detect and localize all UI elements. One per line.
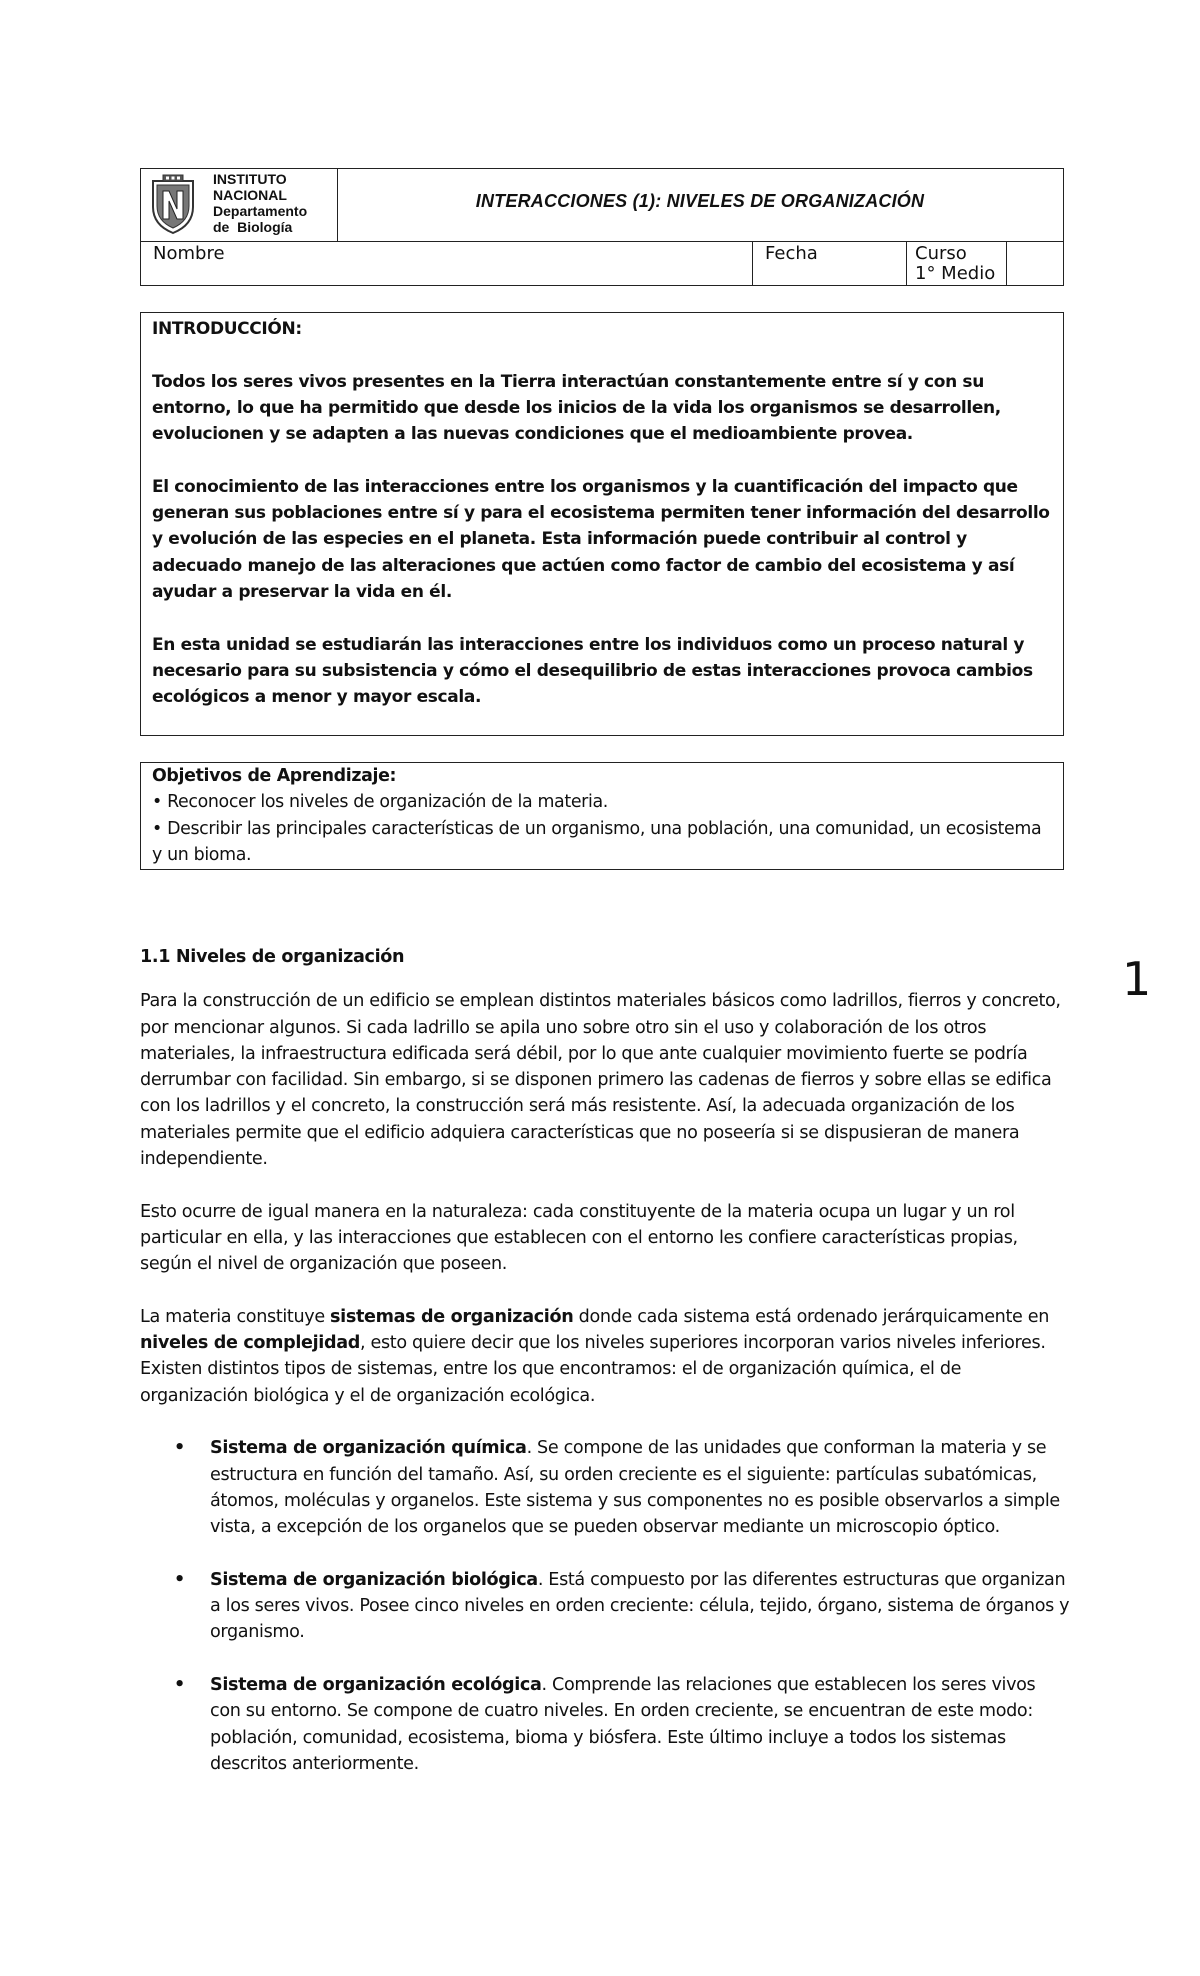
p3-text: donde cada sistema está ordenado jerárquicamente en: [573, 1306, 1050, 1327]
page-number: 1: [1122, 952, 1152, 1006]
introduction-heading: INTRODUCCIÓN:: [152, 319, 302, 339]
p3-text: La materia constituye: [140, 1306, 331, 1327]
section-title: 1.1 Niveles de organización: [140, 947, 405, 967]
blank-field[interactable]: [1007, 241, 1063, 285]
body-paragraph: Esto ocurre de igual manera en la naturaleza: cada constituyente de la materia ocupa un lugar y un rol particular en ella, y las interacciones que establecen con el entorno les confiere características propias, según el nivel de organización que poseen.: [140, 1201, 1018, 1275]
header-table: [140, 168, 1064, 286]
objectives-box: [140, 762, 1064, 870]
header-row-fields: [141, 241, 1063, 285]
list-item-text: . Comprende las relaciones que establecen los seres vivos con su entorno. Se compone de cuatro niveles. En orden creciente, se encuentran de este modo: población, comunidad, ecosistema, bioma y biósfera. Este último incluye a todos los sistemas descritos anteriormente.: [210, 1675, 1036, 1774]
curso-field: [907, 241, 1007, 285]
institution-name: [213, 171, 307, 235]
institution-line-1: INSTITUTO: [213, 171, 287, 187]
curso-label: Curso: [915, 243, 967, 264]
institution-line-2: NACIONAL: [213, 187, 287, 203]
introduction-box: [140, 312, 1064, 736]
institution-shield-logo: [149, 173, 197, 235]
bullet-icon: •: [174, 1675, 185, 1696]
institution-line-3: Departamento: [213, 203, 308, 219]
introduction-paragraph: Todos los seres vivos presentes en la Tierra interactúan constantemente entre sí y con su entorno, lo que ha permitido que desde los inicios de la vida los organismos se desarrollen, evolucionen y se adapten a las nuevas condiciones que el medioambiente provea.: [152, 371, 1001, 445]
list-item: [140, 1672, 1070, 1777]
bullet-icon: •: [174, 1438, 185, 1459]
list-item-term: Sistema de organización ecológica: [210, 1675, 542, 1696]
systems-list: [140, 1435, 1070, 1777]
institution-line-4: de Biología: [213, 219, 293, 235]
list-item-text: . Se compone de las unidades que conforman la materia y se estructura en función del tamaño. Así, su orden creciente es el siguiente: partículas subatómicas, átomos, moléculas y organelos. Este sistema y sus componentes no es posible observarlos a simple vista, a excepción de los organelos que se pueden observar mediante un microscopio óptico.: [210, 1438, 1060, 1538]
body-paragraph: Para la construcción de un edificio se emplean distintos materiales básicos como ladrillos, fierros y concreto, por mencionar algunos. Si cada ladrillo se apila uno sobre otro sin el uso y colaboración de los otros materiales, la infraestructura edificada será débil, por lo que ante cualquier movimiento fuerte se podría derrumbar con facilidad. Sin embargo, si se disponen primero las cadenas de fierros y sobre ellas se edifica con los ladrillos y el concreto, la construcción será más resistente. Así, la adecuada organización de los materiales permite que el edificio adquiera características que no poseería si se dispusieran de manera independiente.: [140, 991, 1061, 1170]
list-item: [140, 1435, 1070, 1540]
logo-cell: [141, 169, 338, 241]
header-row-top: [141, 169, 1063, 242]
list-item-term: Sistema de organización biológica: [210, 1569, 538, 1590]
p3-text: , esto quiere decir que los niveles superiores incorporan varios niveles inferiores. Existen distintos tipos de sistemas, entre los que encontramos: el de organización química, el de organización biológica y el de organización ecológica.: [140, 1333, 1046, 1406]
fecha-label: Fecha: [765, 243, 818, 264]
objective-item: • Reconocer los niveles de organización de la materia.: [152, 792, 608, 813]
p3-bold-term: sistemas de organización: [330, 1306, 574, 1327]
section-body: [140, 944, 1070, 1804]
list-item: [140, 1567, 1070, 1646]
objective-item: • Describir las principales características de un organismo, una población, una comunidad, un ecosistema y un bioma.: [152, 818, 1042, 865]
list-item-text: . Está compuesto por las diferentes estructuras que organizan a los seres vivos. Posee cinco niveles en orden creciente: célula, tejido, órgano, sistema de órganos y organismo.: [210, 1569, 1070, 1643]
bullet-icon: •: [174, 1569, 185, 1590]
introduction-paragraph: El conocimiento de las interacciones entre los organismos y la cuantificación del impacto que generan sus poblaciones entre sí y para el ecosistema permiten tener información del desarrollo y evolución de las especies en el planeta. Esta información puede contribuir al control y adecuado manejo de las alteraciones que actúen como factor de cambio del ecosistema y así ayudar a preservar la vida en él.: [152, 476, 1050, 602]
introduction-paragraph: En esta unidad se estudiarán las interacciones entre los individuos como un proceso natural y necesario para su subsistencia y cómo el desequilibrio de estas interacciones provoca cambios ecológicos a menor y mayor escala.: [152, 634, 1033, 708]
p3-bold-term: niveles de complejidad: [140, 1333, 360, 1354]
body-paragraph-systems: [140, 1304, 1070, 1409]
document-title: INTERACCIONES (1): NIVELES DE ORGANIZACIÓN: [475, 191, 925, 211]
fecha-field[interactable]: [753, 241, 907, 285]
list-item-term: Sistema de organización química: [210, 1438, 527, 1459]
curso-value: 1° Medio: [915, 263, 996, 284]
objectives-heading: Objetivos de Aprendizaje:: [152, 766, 397, 786]
nombre-field[interactable]: [141, 241, 753, 285]
nombre-label: Nombre: [153, 243, 225, 264]
